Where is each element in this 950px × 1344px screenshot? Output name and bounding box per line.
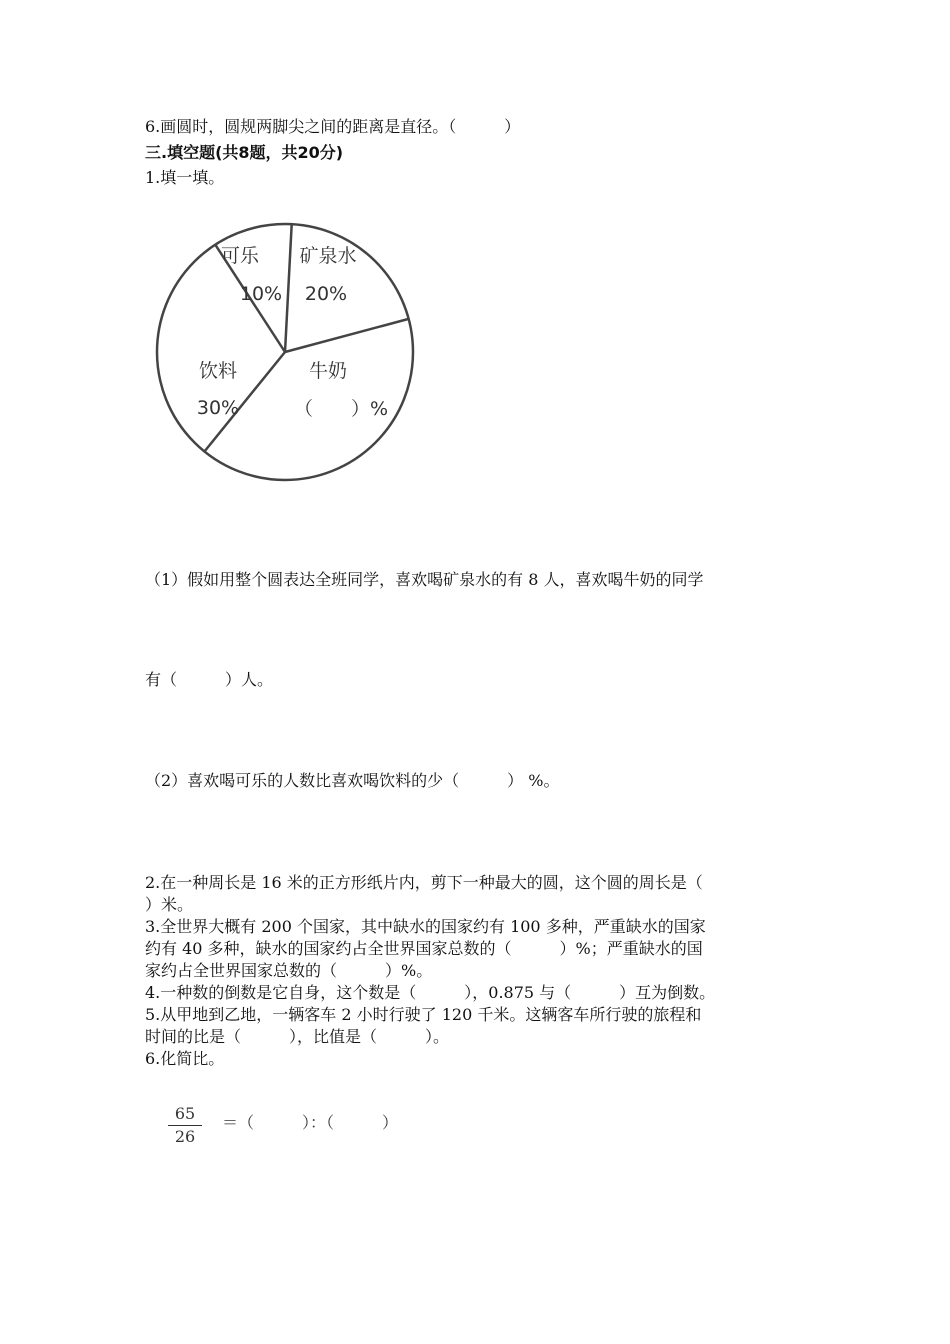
question-1: 1.填一填。	[145, 168, 225, 187]
question-3-line-1: 3.全世界大概有 200 个国家，其中缺水的国家约有 100 多种，严重缺水的国家	[145, 917, 706, 936]
pie-chart	[148, 212, 418, 482]
question-3-line-3: 家约占全世界国家总数的（ ）%。	[145, 961, 433, 980]
question-2-line-2: ）米。	[145, 895, 194, 914]
slice-label-mineral-water: 矿泉水	[299, 245, 357, 267]
slice-label-milk: 牛奶	[308, 360, 348, 382]
ratio-equation: ＝（ ）：（ ）	[222, 1113, 399, 1132]
question-4: 4.一种数的倒数是它自身，这个数是（ ），0.875 与（ ）互为倒数。	[145, 983, 716, 1002]
question-6-fill: 6.化简比。	[145, 1049, 225, 1068]
question-5-line-2: 时间的比是（ ），比值是（ ）。	[145, 1027, 450, 1046]
question-5-line-1: 5.从甲地到乙地，一辆客车 2 小时行驶了 120 千米。这辆客车所行驶的旅程和	[145, 1005, 702, 1024]
slice-value-cola: 10%	[239, 283, 283, 305]
slice-label-cola: 可乐	[220, 245, 260, 267]
question-2-line-1: 2.在一种周长是 16 米的正方形纸片内，剪下一种最大的圆，这个圆的周长是（	[145, 873, 703, 892]
question-6-judge: 6.画圆时，圆规两脚尖之间的距离是直径。（ ）	[145, 117, 521, 136]
fraction	[168, 1104, 202, 1147]
slice-value-milk: （ ）%	[293, 398, 389, 420]
section-3-heading: 三.填空题(共8题，共20分)	[145, 143, 344, 162]
question-1-part-2: （2）喜欢喝可乐的人数比喜欢喝饮料的少（ ） %。	[145, 771, 560, 790]
fraction-bar	[168, 1125, 202, 1126]
fraction-denominator: 26	[174, 1127, 196, 1146]
question-3-line-2: 约有 40 多种，缺水的国家约占全世界国家总数的（ ）%；严重缺水的国	[145, 939, 703, 958]
question-1-part-1-line-2: 有（ ）人。	[145, 670, 274, 689]
slice-value-drinks: 30%	[196, 397, 240, 419]
slice-value-mineral-water: 20%	[304, 283, 348, 305]
fraction-numerator: 65	[174, 1104, 196, 1123]
slice-label-drinks: 饮料	[198, 360, 238, 382]
question-1-part-1-line-1: （1）假如用整个圆表达全班同学，喜欢喝矿泉水的有 8 人，喜欢喝牛奶的同学	[145, 570, 704, 589]
